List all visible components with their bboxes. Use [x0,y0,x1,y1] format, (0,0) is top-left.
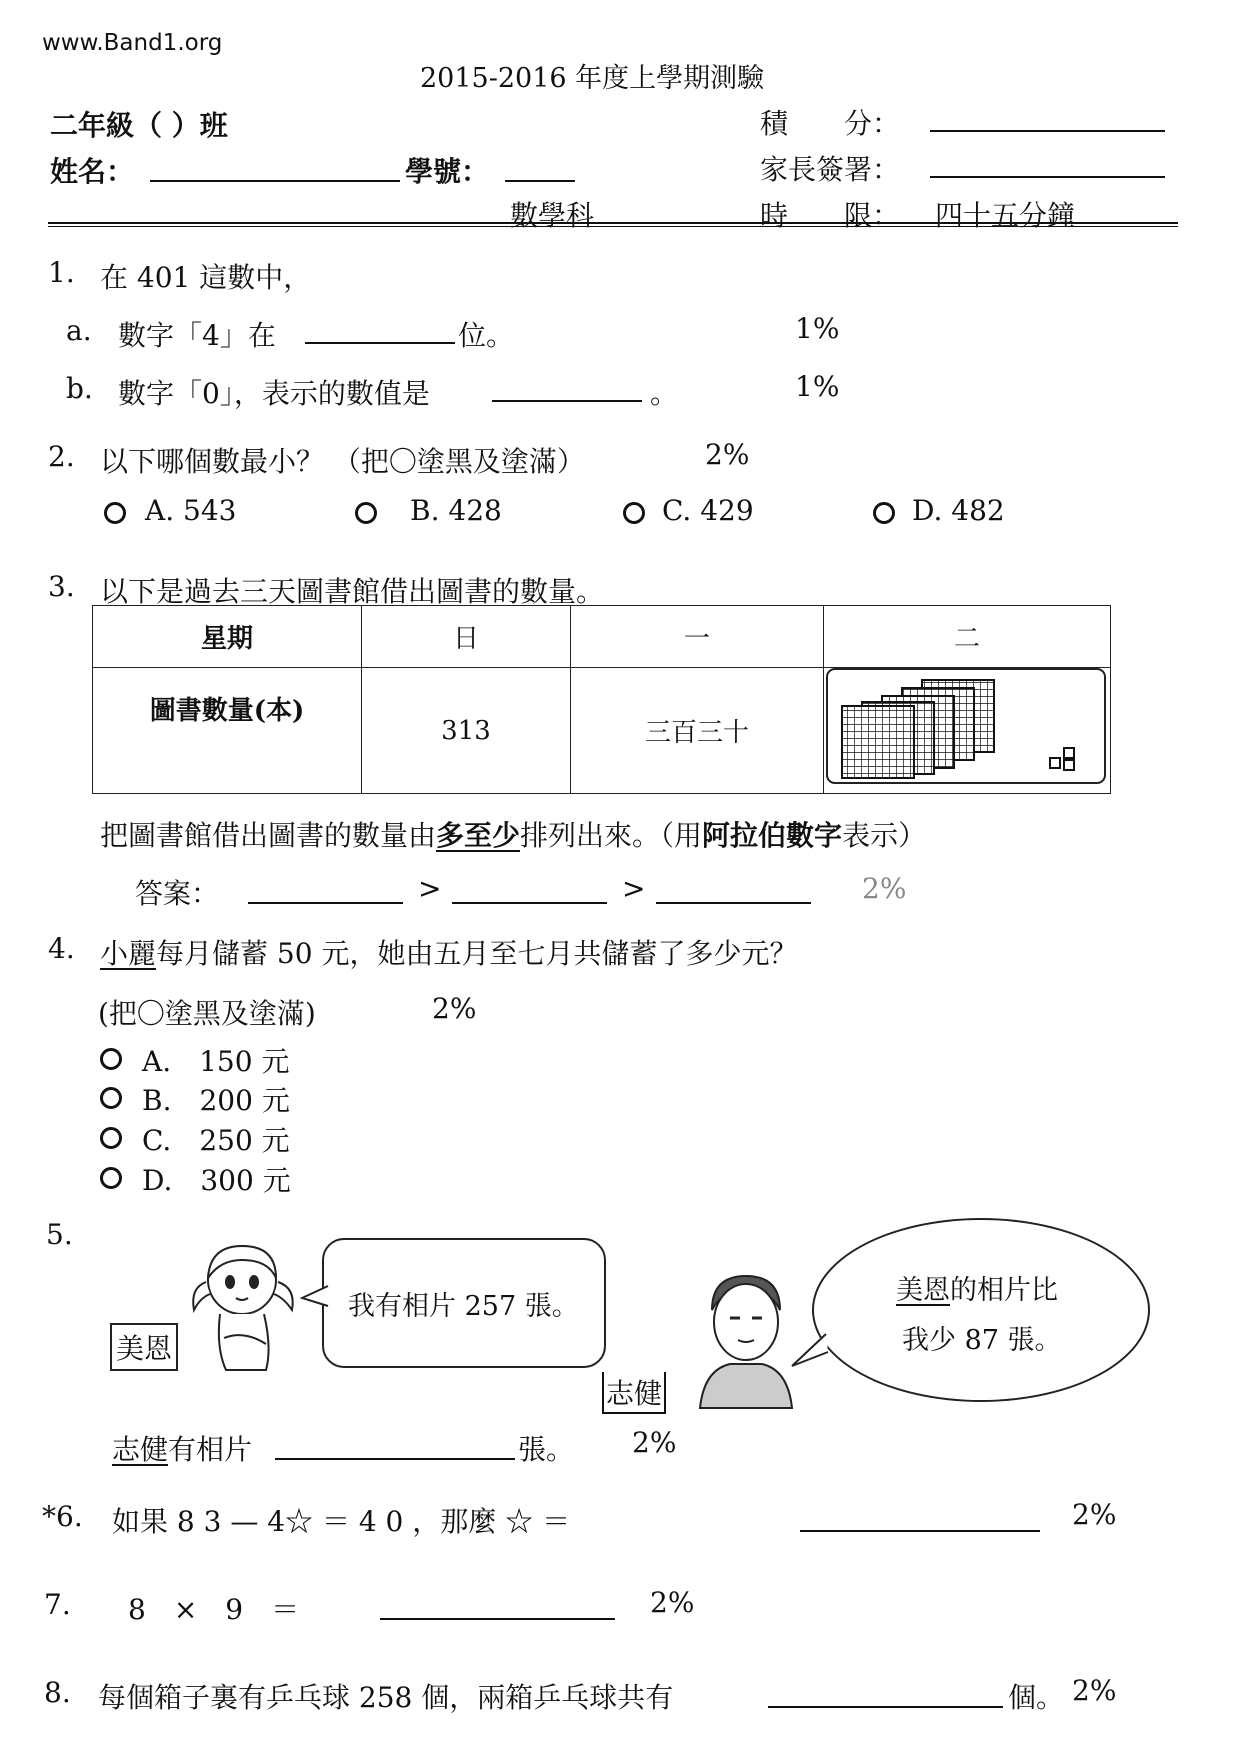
q8-suffix: 個。 [1008,1681,1065,1714]
q6-answer-field[interactable] [800,1530,1040,1532]
score-field[interactable] [930,130,1165,132]
grade-class-label: 二年級（ ）班 [50,109,228,142]
student-no-field[interactable] [505,180,575,182]
q4-stem: 小麗每月儲蓄 50 元，她由五月至七月共儲蓄了多少元？ [100,937,798,970]
girl-illustration-icon [180,1238,320,1378]
q6-stem: 如果 8 3 — 4☆ ＝ 4 0 ，那麼 ☆ ＝ [112,1505,571,1538]
boy-bubble-tail-icon [790,1330,830,1370]
q3-instruction: 把圖書館借出圖書的數量由多至少排列出來。（用阿拉伯數字表示） [100,819,927,852]
base-ten-blocks-icon [826,668,1108,786]
girl-speech-text: 我有相片 257 張。 [348,1291,579,1322]
page-title: 2015-2016 年度上學期測驗 [420,63,765,94]
q7-answer-field[interactable] [380,1618,615,1620]
q2-stem: 以下哪個數最小？ （把〇塗黑及塗滿） [100,445,585,478]
q5-mark: 2% [632,1426,677,1459]
value-sunday: 313 [362,668,571,794]
q5-answer-field[interactable] [275,1458,515,1460]
q1a-mark: 1% [795,312,840,345]
q1-number: 1. [48,256,75,289]
q4-option-d-radio[interactable] [100,1167,122,1189]
q4-option-c: C. 250 元 [142,1124,290,1157]
q8-answer-field[interactable] [768,1706,1003,1708]
q3-stem: 以下是過去三天圖書館借出圖書的數量。 [100,575,605,608]
value-monday: 三百三十 [571,668,824,794]
q6-mark: 2% [1072,1498,1117,1531]
time-value: 四十五分鐘 [935,199,1076,232]
q4-option-d: D. 300 元 [142,1164,291,1197]
library-table [92,605,1111,794]
bubble-tail-icon [300,1284,330,1308]
q8-mark: 2% [1072,1674,1117,1707]
q3-answer-field-1[interactable] [248,902,403,904]
name-field[interactable] [150,180,400,182]
q4-number: 4. [48,932,75,965]
girl-name-tag: 美恩 [110,1323,178,1371]
q6-number: *6. [42,1500,83,1533]
q2-option-b: B. 428 [410,494,502,527]
header-divider-2 [48,226,1178,227]
q1b-suffix: 。 [650,377,679,410]
q1a-text: 數字「4」在 [118,319,276,352]
q3-answer-label: 答案： [135,877,220,910]
q8-stem: 每個箱子裏有乒乓球 258 個，兩箱乒乓球共有 [98,1681,674,1714]
score-label: 積 分： [760,107,901,140]
q5-suffix: 張。 [518,1433,575,1466]
q2-option-b-radio[interactable] [355,502,377,524]
girl-speech-bubble [322,1238,606,1368]
q5-answer-text: 志健有相片 [112,1433,253,1466]
watermark-url: www.Band1.org [42,30,223,56]
table-header-mon: 一 [571,606,824,668]
row-label-books: 圖書數量(本) [93,668,362,794]
q5-number: 5. [46,1218,73,1251]
q7-mark: 2% [650,1586,695,1619]
q2-option-d: D. 482 [912,494,1005,527]
q8-number: 8. [44,1676,71,1709]
boy-illustration-icon [690,1270,800,1410]
q4-option-a-radio[interactable] [100,1048,122,1070]
q1a-label: a. [66,314,92,347]
q2-mark: 2% [705,438,750,471]
q1b-mark: 1% [795,370,840,403]
table-header-tue: 二 [824,606,1111,668]
q1b-answer-field[interactable] [492,400,642,402]
q3-gt-2: > [622,872,646,905]
q4-option-b-radio[interactable] [100,1087,122,1109]
q3-mark: 2% [862,872,907,905]
value-tuesday-blocks [824,668,1111,794]
student-no-label: 學號： [405,155,490,188]
time-label: 時 限： [760,199,901,232]
table-header-sun: 日 [362,606,571,668]
q1b-text: 數字「0」，表示的數值是 [118,377,430,410]
boy-speech-line-2: 我少 87 張。 [902,1325,1062,1356]
q4-option-a: A. 150 元 [142,1045,290,1078]
q2-option-d-radio[interactable] [873,502,895,524]
q1b-label: b. [66,372,93,405]
q2-option-c-radio[interactable] [623,502,645,524]
subject-label: 數學科 [510,199,595,232]
q4-option-b: B. 200 元 [142,1084,290,1117]
q1-stem: 在 401 這數中， [100,261,312,294]
parent-sign-field[interactable] [930,176,1165,178]
q7-stem: 8 × 9 ＝ [128,1593,300,1626]
q2-option-a: A. 543 [145,494,237,527]
q3-gt-1: > [418,872,442,905]
name-label: 姓名： [50,155,135,188]
boy-speech-line-1: 美恩的相片比 [896,1275,1058,1306]
q1a-answer-field[interactable] [305,342,455,344]
q4-instruction: (把〇塗黑及塗滿) [98,997,316,1030]
q2-number: 2. [48,440,75,473]
boy-speech-bubble [812,1218,1150,1402]
q4-mark: 2% [432,992,477,1025]
q3-answer-field-2[interactable] [452,902,607,904]
parent-sign-label: 家長簽署： [760,153,901,186]
q4-option-c-radio[interactable] [100,1127,122,1149]
q1a-suffix: 位。 [458,319,515,352]
q2-option-a-radio[interactable] [104,502,126,524]
q3-number: 3. [48,570,75,603]
table-header-day: 星期 [93,606,362,668]
header-divider [48,222,1178,224]
q7-number: 7. [44,1588,71,1621]
q2-option-c: C. 429 [662,494,754,527]
boy-name-tag: 志健 [602,1372,666,1414]
q3-answer-field-3[interactable] [656,902,811,904]
